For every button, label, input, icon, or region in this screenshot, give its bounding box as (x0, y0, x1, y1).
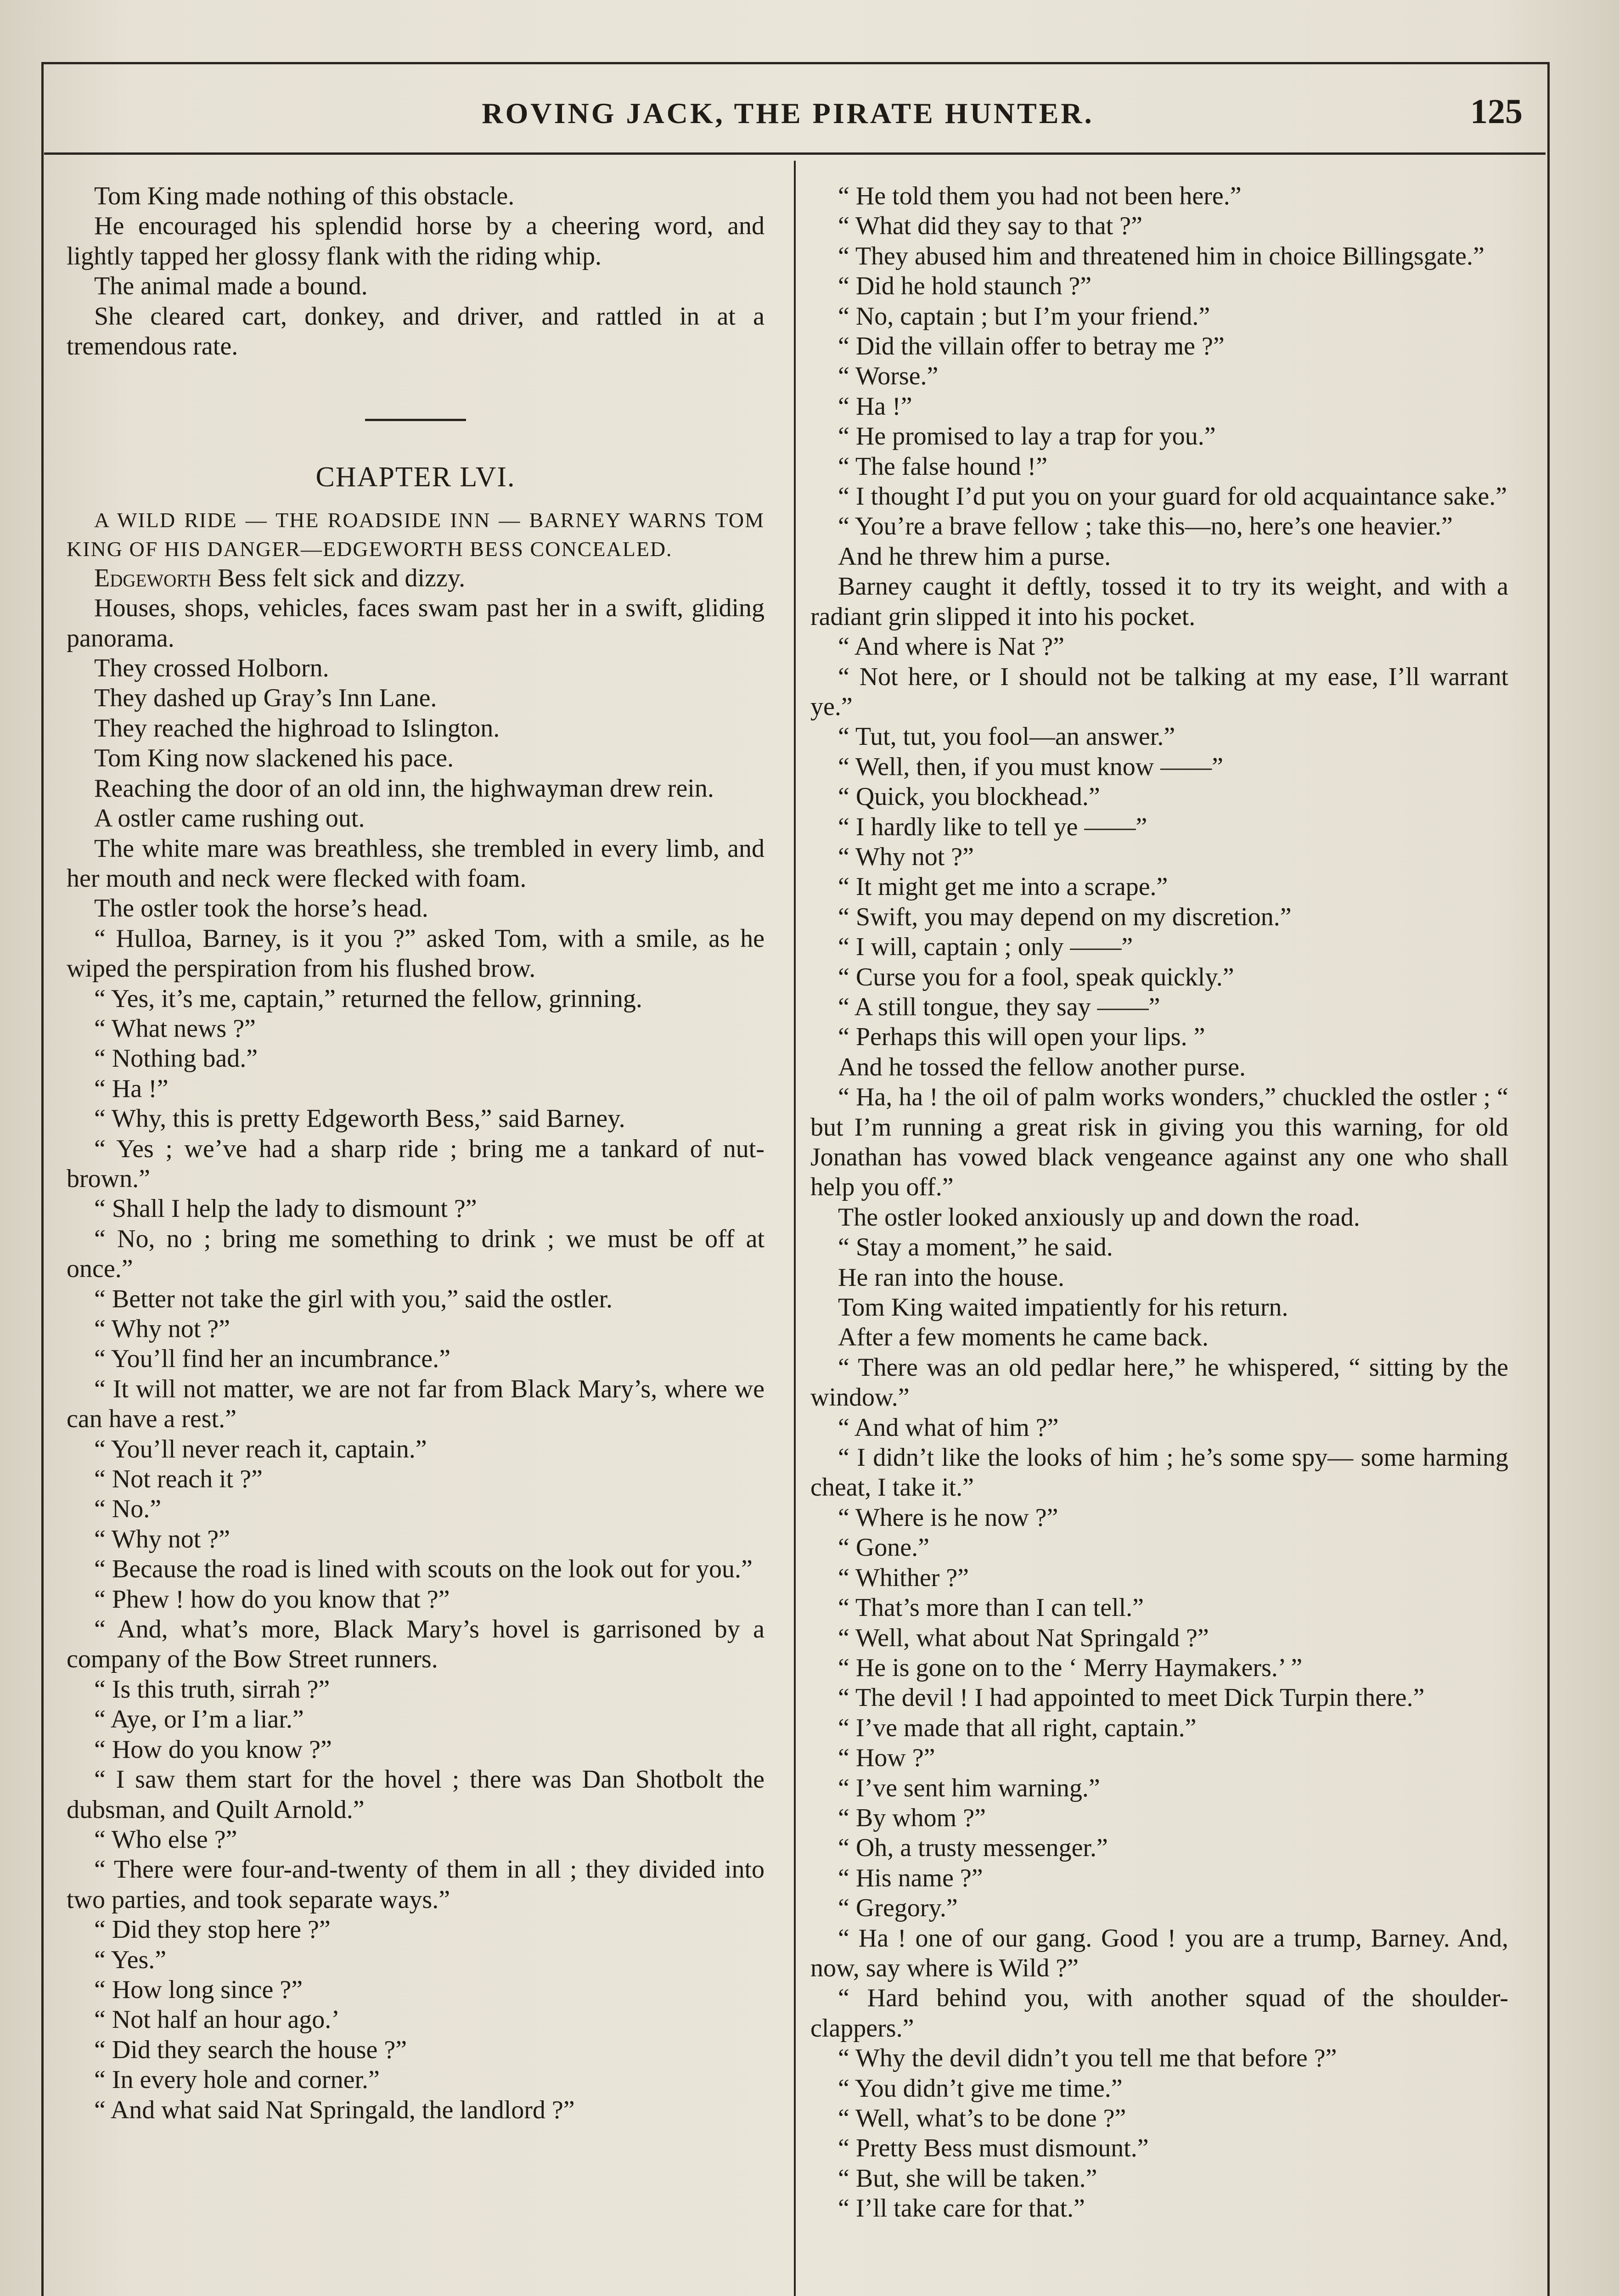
paragraph: “ Hulloa, Barney, is it you ?” asked Tom, with a smile, as he wiped the perspiration from his flushed brow. (67, 924, 765, 983)
paragraph: “ No, captain ; but I’m your friend.” (838, 302, 1210, 331)
paragraph: “ Why not ?” (94, 1315, 230, 1343)
paragraph: “ I saw them start for the hovel ; there was Dan Shotbolt the dubsman, and Quilt Arnold.” (67, 1765, 765, 1824)
paragraph: “ I’ve sent him warning.” (838, 1773, 1100, 1802)
paragraph: “ And where is Nat ?” (838, 632, 1064, 661)
first-paragraph-lead: Edgeworth (94, 563, 211, 592)
right-column (810, 181, 1508, 2296)
paragraph: “ You’ll never reach it, captain.” (94, 1435, 427, 1463)
section-separator (365, 419, 466, 421)
paragraph: “ Phew ! how do you know that ?” (94, 1585, 450, 1614)
paragraph: “ Whither ?” (838, 1563, 969, 1592)
paragraph: “ Worse.” (838, 362, 939, 391)
paragraph: A ostler came rushing out. (94, 804, 365, 833)
paragraph: They dashed up Gray’s Inn Lane. (94, 684, 437, 713)
paragraph: “ He promised to lay a trap for you.” (838, 422, 1216, 451)
paragraph: “ Not half an hour ago.’ (94, 2005, 340, 2034)
paragraph: “ Ha ! one of our gang. Good ! you are a trump, Barney. And, now, say where is Wild ?” (810, 1924, 1508, 1982)
right-body-paragraphs (810, 181, 1508, 2224)
paragraph: “ Well, then, if you must know ——” (838, 752, 1224, 781)
paragraph: “ He told them you had not been here.” (838, 182, 1242, 210)
paragraph: “ Tut, tut, you fool—an answer.” (838, 722, 1175, 751)
paragraph: Reaching the door of an old inn, the highwayman drew rein. (94, 774, 714, 803)
paragraph: Houses, shops, vehicles, faces swam past her in a swift, gliding panorama. (67, 594, 765, 653)
running-title: ROVING JACK, THE PIRATE HUNTER. (482, 97, 1094, 129)
paragraph: “ What did they say to that ?” (838, 212, 1142, 241)
paragraph: Barney caught it deftly, tossed it to try its weight, and with a radiant grin slipped it into his pocket. (810, 572, 1508, 631)
column-divider (794, 161, 796, 2296)
paragraph: “ By whom ?” (838, 1803, 986, 1832)
paragraph: “ You’re a brave fellow ; take this—no, here’s one heavier.” (838, 512, 1453, 541)
paragraph: “ He is gone on to the ‘ Merry Haymakers.’ ” (838, 1653, 1303, 1682)
paragraph: “ Pretty Bess must dismount.” (838, 2134, 1149, 2163)
paragraph: They crossed Holborn. (94, 654, 329, 683)
paragraph: “ What news ?” (94, 1014, 256, 1043)
paragraph: She cleared cart, donkey, and driver, and rattled in at a tremendous rate. (67, 302, 765, 361)
paragraph: “ Not reach it ?” (94, 1465, 263, 1494)
paragraph: “ There was an old pedlar here,” he whispered, “ sitting by the window.” (810, 1353, 1508, 1412)
paragraph: “ Because the road is lined with scouts on the look out for you.” (94, 1555, 753, 1584)
paragraph: “ Who else ?” (94, 1825, 237, 1854)
paragraph: They reached the highroad to Islington. (94, 714, 500, 743)
paragraph: “ I’ve made that all right, captain.” (838, 1713, 1197, 1742)
paragraph: “ And, what’s more, Black Mary’s hovel is garrisoned by a company of the Bow Street runners. (67, 1615, 765, 1674)
chapter-summary: A WILD RIDE — THE ROADSIDE INN — BARNEY WARNS TOM KING OF HIS DANGER—EDGEWORTH BESS CONCEALED. (67, 508, 765, 561)
paragraph: “ Oh, a trusty messenger.” (838, 1834, 1108, 1863)
paragraph: The ostler took the horse’s head. (94, 894, 428, 923)
paragraph: “ How do you know ?” (94, 1735, 332, 1764)
paragraph: “ Where is he now ?” (838, 1503, 1058, 1532)
paragraph: “ I thought I’d put you on your guard for old acquaintance sake.” (838, 482, 1507, 511)
paragraph: “ That’s more than I can tell.” (838, 1593, 1144, 1622)
paragraph: “ No.” (94, 1495, 162, 1524)
paragraph: “ You didn’t give me time.” (838, 2074, 1123, 2103)
paragraph: “ And what said Nat Springald, the landlord ?” (94, 2095, 575, 2124)
paragraph: He encouraged his splendid horse by a cheering word, and lightly tapped her glossy flank with the riding whip. (67, 212, 765, 270)
paragraph: “ But, she will be taken.” (838, 2164, 1097, 2193)
left-column (67, 181, 765, 2296)
paragraph: “ Nothing bad.” (94, 1044, 258, 1073)
paragraph: “ It will not matter, we are not far from Black Mary’s, where we can have a rest.” (67, 1374, 765, 1434)
paragraph: “ The false hound !” (838, 452, 1048, 481)
paragraph: “ How ?” (838, 1744, 935, 1773)
paragraph: “ Why the devil didn’t you tell me that before ?” (838, 2044, 1337, 2073)
paragraph: After a few moments he came back. (838, 1323, 1209, 1352)
paragraph: “ Did they stop here ?” (94, 1915, 331, 1944)
paragraph: “ There were four-and-twenty of them in all ; they divided into two parties, and took separate ways.” (67, 1855, 765, 1914)
paragraph: “ Ha, ha ! the oil of palm works wonders,” chuckled the ostler ; “ but I’m running a great risk in giving you this warning, for old Jonathan has vowed black vengeance against any one who shall help you off.” (810, 1083, 1508, 1202)
paragraph: “ I hardly like to tell ye ——” (838, 812, 1147, 841)
paragraph: “ Perhaps this will open your lips. ” (838, 1023, 1205, 1052)
page-header (44, 87, 1541, 142)
paragraph: “ Gone.” (838, 1533, 930, 1562)
paragraph: “ How long since ?” (94, 1975, 303, 2004)
paragraph: “ And what of him ?” (838, 1413, 1059, 1442)
first-paragraph-rest: Bess felt sick and dizzy. (211, 563, 466, 592)
first-paragraph (67, 563, 765, 593)
paragraph: “ Is this truth, sirrah ?” (94, 1675, 330, 1704)
paragraph: “ I’ll take care for that.” (838, 2194, 1085, 2223)
paragraph: “ Yes.” (94, 1945, 167, 1974)
paragraph: “ Did he hold staunch ?” (838, 272, 1092, 301)
header-rule (44, 152, 1546, 155)
paragraph: “ The devil ! I had appointed to meet Dick Turpin there.” (838, 1683, 1425, 1712)
paragraph: “ Yes ; we’ve had a sharp ride ; bring me a tankard of nut-brown.” (67, 1134, 765, 1193)
paragraph: “ Ha !” (94, 1074, 169, 1103)
paragraph: “ Why, this is pretty Edgeworth Bess,” said Barney. (94, 1104, 625, 1133)
paragraph: He ran into the house. (838, 1263, 1064, 1292)
paragraph: “ Not here, or I should not be talking at my ease, I’ll warrant ye.” (810, 662, 1508, 721)
paragraph: “ In every hole and corner.” (94, 2065, 380, 2094)
paragraph: “ It might get me into a scrape.” (838, 872, 1168, 901)
paragraph: “ Why not ?” (94, 1525, 230, 1553)
paragraph: The white mare was breathless, she trembled in every limb, and her mouth and neck were flecked with foam. (67, 834, 765, 893)
paragraph: “ Hard behind you, with another squad of the shoulder-clappers.” (810, 1984, 1508, 2043)
paragraph: “ I will, captain ; only ——” (838, 933, 1133, 962)
paragraph: “ Gregory.” (838, 1894, 958, 1923)
paragraph: “ No, no ; bring me something to drink ; we must be off at once.” (67, 1224, 765, 1283)
paragraph: “ I didn’t like the looks of him ; he’s some spy— some harming cheat, I take it.” (810, 1443, 1508, 1502)
paragraph: “ Did the villain offer to betray me ?” (838, 332, 1225, 361)
paragraph: “ Yes, it’s me, captain,” returned the fellow, grinning. (94, 984, 642, 1013)
paragraph: “ Well, what’s to be done ?” (838, 2104, 1126, 2133)
chapter-title: CHAPTER LVI. (315, 461, 516, 493)
paragraph: The ostler looked anxiously up and down the road. (838, 1203, 1360, 1232)
paragraph: Tom King now slackened his pace. (94, 744, 454, 773)
paragraph: Tom King waited impatiently for his return. (838, 1293, 1288, 1322)
paragraph: “ Quick, you blockhead.” (838, 782, 1100, 811)
paragraph: “ A still tongue, they say ——” (838, 992, 1160, 1021)
paragraph: “ Stay a moment,” he said. (838, 1233, 1113, 1262)
paragraph: “ Ha !” (838, 392, 912, 421)
paragraph: “ Swift, you may depend on my discretion.” (838, 902, 1292, 931)
paragraph: “ Aye, or I’m a liar.” (94, 1705, 304, 1734)
paragraph: “ Better not take the girl with you,” said the ostler. (94, 1284, 613, 1313)
paragraph: “ You’ll find her an incumbrance.” (94, 1345, 450, 1373)
paragraph: “ Shall I help the lady to dismount ?” (94, 1194, 477, 1223)
paragraph: “ They abused him and threatened him in choice Billingsgate.” (838, 242, 1484, 270)
paragraph: “ Curse you for a fool, speak quickly.” (838, 962, 1234, 991)
paragraph: “ Well, what about Nat Springald ?” (838, 1623, 1209, 1652)
left-body-paragraphs (67, 593, 765, 2125)
paragraph: The animal made a bound. (94, 272, 368, 301)
intro-paragraphs (67, 181, 765, 361)
paragraph: Tom King made nothing of this obstacle. (94, 182, 515, 210)
paragraph: And he tossed the fellow another purse. (838, 1052, 1246, 1081)
paragraph: And he threw him a purse. (838, 542, 1111, 571)
paragraph: “ Why not ?” (838, 842, 974, 871)
page-number: 125 (1470, 92, 1523, 131)
paragraph: “ Did they search the house ?” (94, 2035, 407, 2064)
paragraph: “ His name ?” (838, 1863, 983, 1892)
